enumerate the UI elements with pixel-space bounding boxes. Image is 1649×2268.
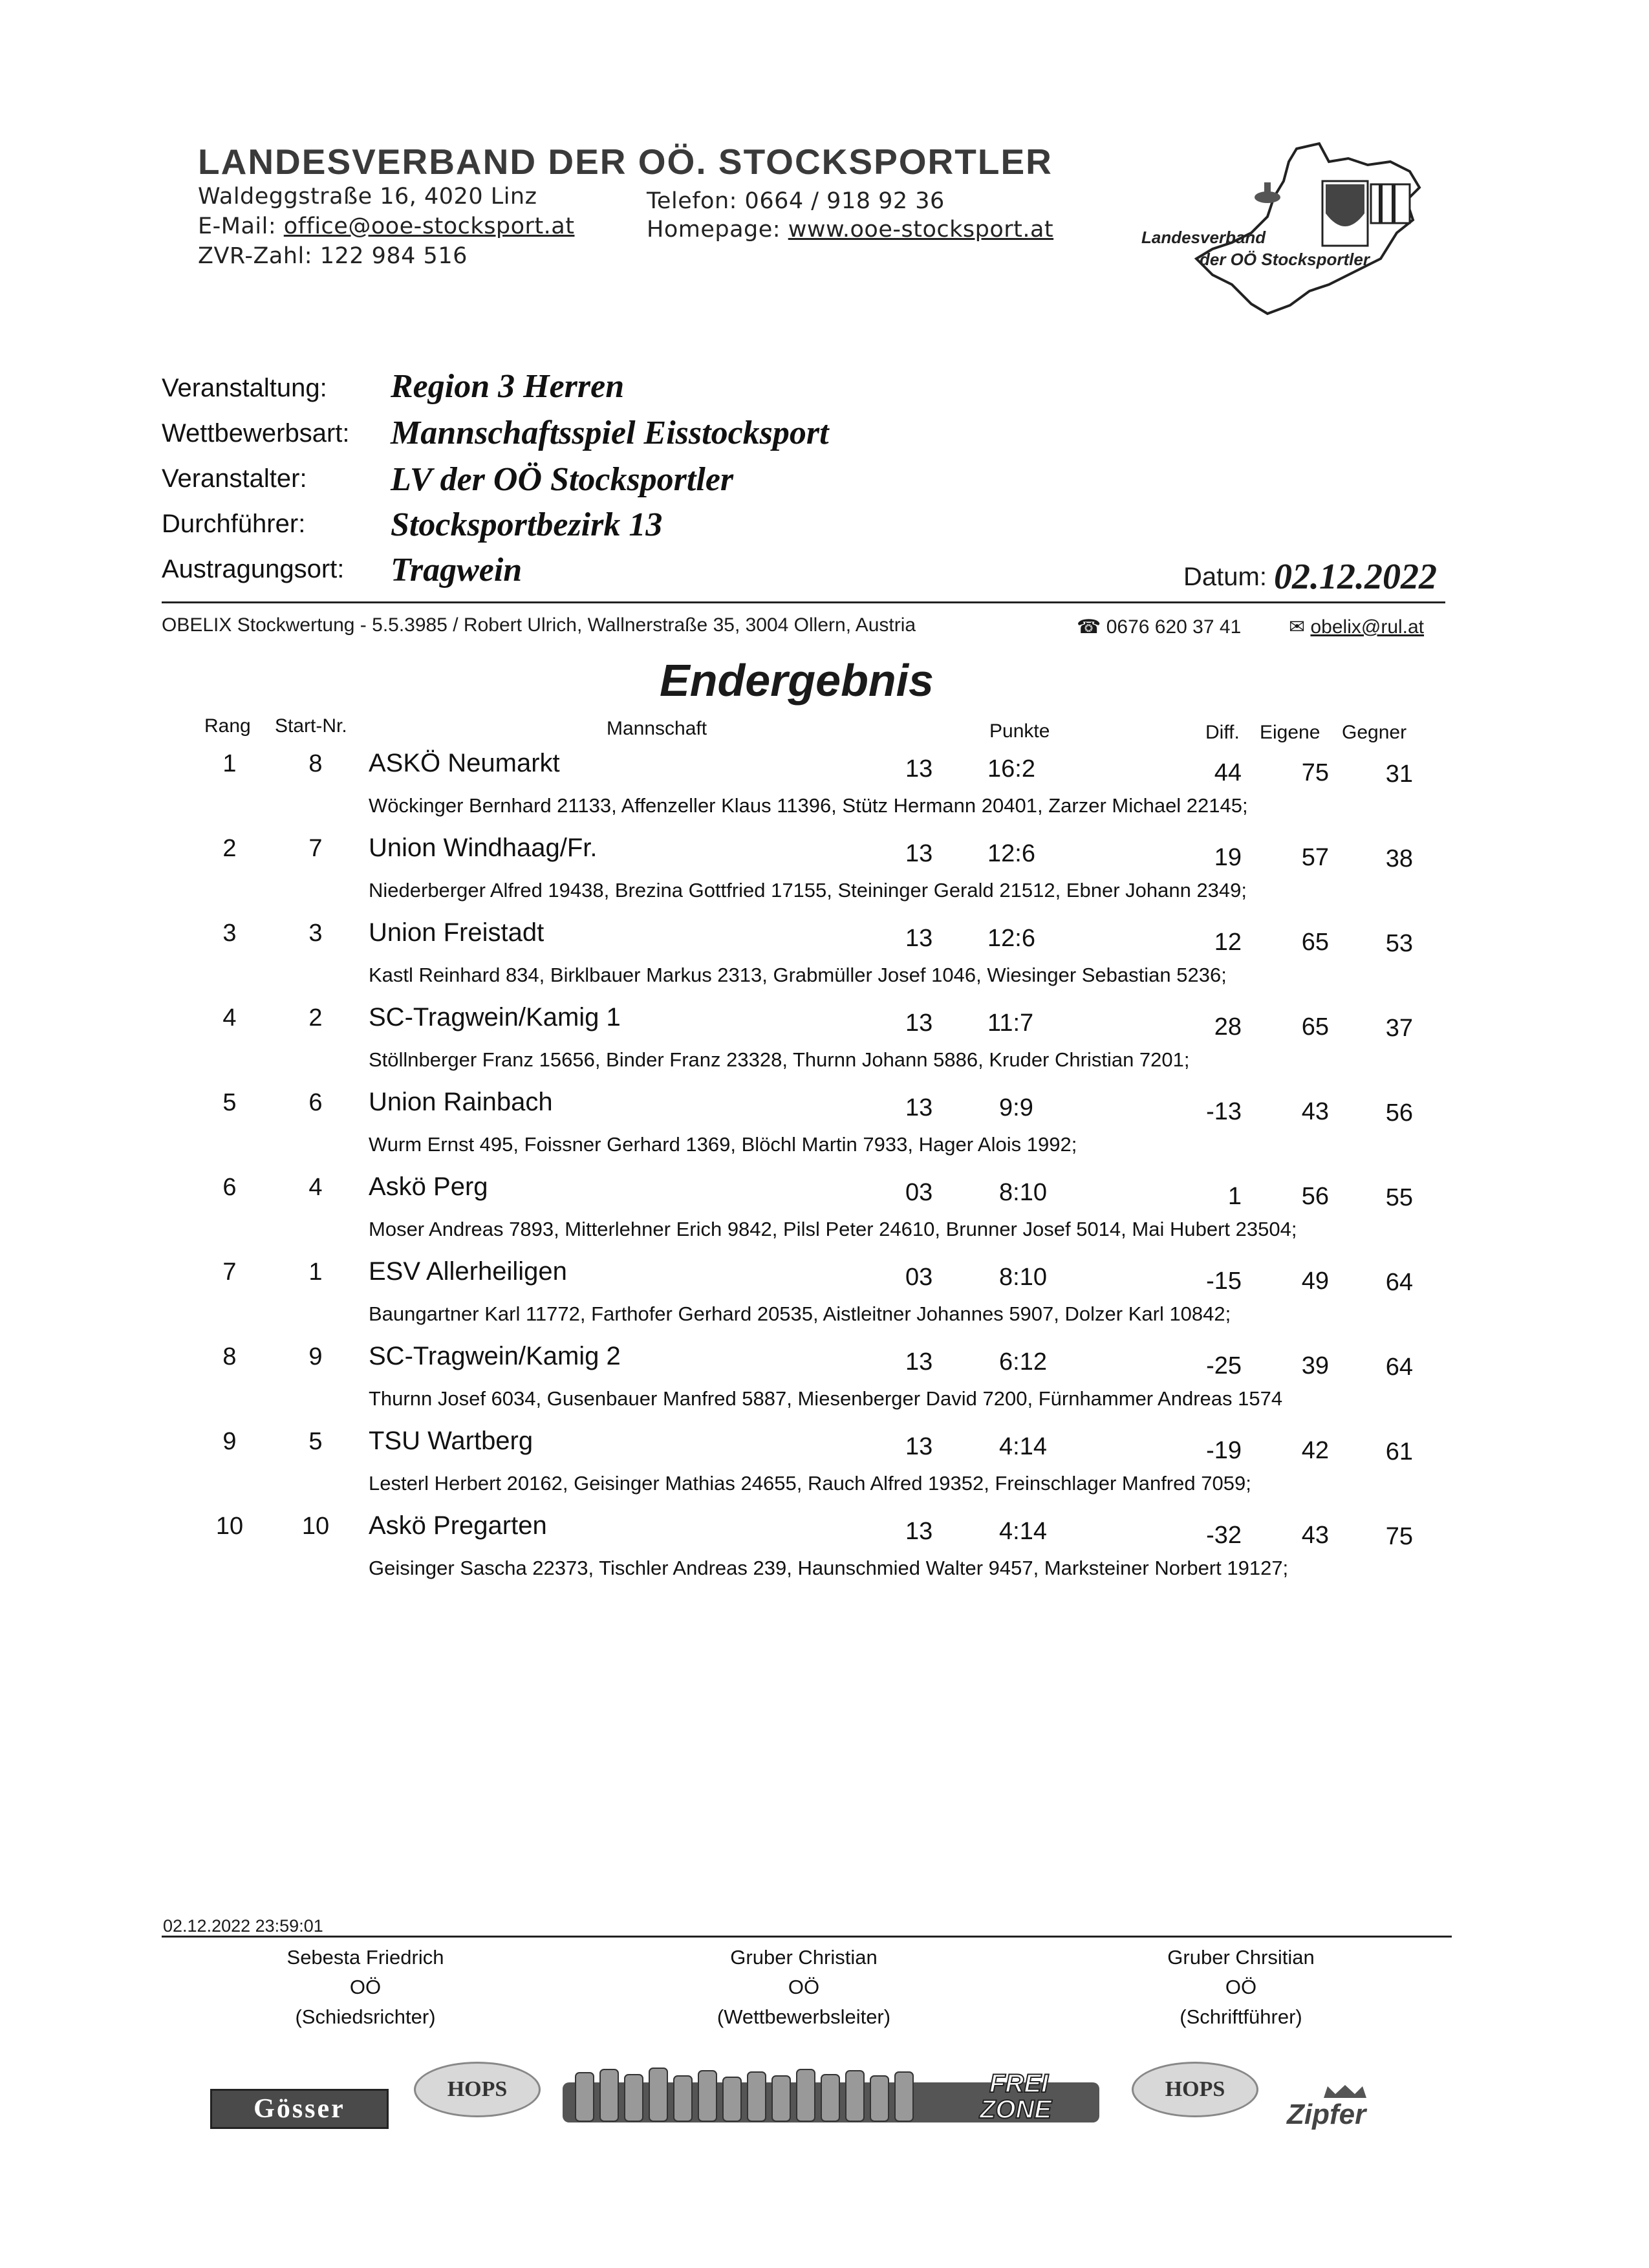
table-row: [0, 1172, 1649, 1257]
event-date: 02.12.2022: [1274, 557, 1437, 597]
header-rank: Rang: [204, 715, 251, 737]
row-points: 11:7: [987, 1010, 1034, 1037]
row-team: SC-Tragwein/Kamig 2: [369, 1342, 621, 1370]
row-team: ESV Allerheiligen: [369, 1257, 567, 1286]
results-title: Endergebnis: [660, 655, 934, 706]
row-points: 9:9: [999, 1094, 1033, 1121]
email-link[interactable]: office@ooe-stocksport.at: [283, 213, 575, 239]
row-start-nr: 7: [308, 835, 323, 862]
row-opponent: 37: [1385, 1015, 1413, 1042]
info-label-veranstaltung: Veranstaltung:: [162, 374, 327, 402]
logo-text-line1: Landesverband: [1141, 228, 1266, 247]
print-timestamp: 02.12.2022 23:59:01: [163, 1916, 323, 1936]
info-value-austragungsort: Tragwein: [391, 552, 523, 589]
software-phone-line: [1077, 616, 1241, 638]
row-opponent: 56: [1385, 1099, 1413, 1127]
row-own: 65: [1301, 929, 1329, 956]
row-code: 13: [905, 1518, 933, 1545]
sponsor-gosser-logo: Gösser: [210, 2089, 389, 2129]
signature-name: Gruber Chrsitian: [1167, 1946, 1315, 1969]
signature-name: Sebesta Friedrich: [286, 1946, 444, 1969]
signature-region: OÖ: [788, 1976, 820, 1998]
row-points: 6:12: [999, 1348, 1047, 1376]
row-own: 56: [1301, 1183, 1329, 1210]
freizone-text-1: FREI: [989, 2069, 1049, 2098]
info-label-austragungsort: Austragungsort:: [162, 555, 345, 583]
row-code: 13: [905, 1010, 933, 1037]
row-team: Askö Perg: [369, 1172, 488, 1201]
row-opponent: 31: [1385, 761, 1413, 788]
org-phone: Telefon: 0664 / 918 92 36: [647, 188, 945, 214]
row-code: 13: [905, 925, 933, 952]
row-start-nr: 5: [308, 1428, 323, 1455]
row-code: 13: [905, 755, 933, 783]
sponsor-hops-logo: HOPS: [414, 2062, 541, 2117]
software-credit: OBELIX Stockwertung - 5.5.3985 / Robert Ulrich, Wallnerstraße 35, 3004 Ollern, Austria: [162, 614, 916, 636]
row-start-nr: 10: [301, 1513, 330, 1540]
row-code: 03: [905, 1179, 933, 1206]
row-points: 8:10: [999, 1179, 1047, 1206]
info-value-veranstaltung: Region 3 Herren: [391, 368, 625, 405]
row-diff: 1: [1227, 1183, 1242, 1210]
row-opponent: 38: [1385, 845, 1413, 872]
row-rank: 1: [222, 750, 237, 777]
table-row: [0, 1342, 1649, 1426]
row-team: Askö Pregarten: [369, 1511, 547, 1540]
software-email-line: [1289, 616, 1424, 638]
header-points: Punkte: [989, 720, 1050, 742]
signature-region: OÖ: [1225, 1976, 1257, 1998]
homepage-label: Homepage:: [647, 217, 788, 243]
row-start-nr: 8: [308, 750, 323, 777]
row-team: TSU Wartberg: [369, 1427, 534, 1455]
row-rank: 3: [222, 920, 237, 947]
row-diff: 28: [1214, 1013, 1242, 1041]
row-diff: -32: [1206, 1522, 1242, 1549]
row-rank: 10: [215, 1513, 244, 1540]
row-own: 65: [1301, 1013, 1329, 1041]
row-code: 13: [905, 1433, 933, 1460]
row-rank: 2: [222, 835, 237, 862]
row-players: Wurm Ernst 495, Foissner Gerhard 1369, Blöchl Martin 7933, Hager Alois 1992;: [369, 1133, 1077, 1156]
row-points: 12:6: [987, 925, 1035, 952]
signature-role: (Wettbewerbsleiter): [717, 2005, 891, 2028]
table-row: [0, 1511, 1649, 1595]
row-rank: 7: [222, 1258, 237, 1286]
row-diff: 44: [1214, 759, 1242, 786]
row-players: Geisinger Sascha 22373, Tischler Andreas 239, Haunschmied Walter 9457, Marksteiner Norbert 19127;: [369, 1557, 1289, 1579]
telephone-icon: ☎: [1077, 616, 1101, 638]
header-diff: Diff.: [1205, 722, 1240, 743]
row-players: Thurnn Josef 6034, Gusenbauer Manfred 5887, Miesenberger David 7200, Fürnhammer Andreas 1574: [369, 1387, 1283, 1410]
row-players: Kastl Reinhard 834, Birklbauer Markus 2313, Grabmüller Josef 1046, Wiesinger Sebastian 5236;: [369, 964, 1227, 986]
org-homepage-line: [647, 217, 1053, 243]
row-own: 39: [1301, 1352, 1329, 1379]
row-opponent: 55: [1385, 1184, 1413, 1211]
info-value-wettbewerbsart: Mannschaftsspiel Eisstocksport: [391, 415, 829, 451]
row-start-nr: 4: [308, 1174, 323, 1201]
row-code: 03: [905, 1264, 933, 1291]
signature-secretary: [1073, 1943, 1409, 2032]
row-rank: 4: [222, 1004, 237, 1031]
envelope-icon: ✉: [1289, 616, 1306, 638]
signature-referee: [197, 1943, 534, 2032]
header-team: Mannschaft: [607, 718, 707, 739]
row-rank: 5: [222, 1089, 237, 1116]
row-code: 13: [905, 1094, 933, 1121]
row-own: 43: [1301, 1522, 1329, 1549]
row-points: 8:10: [999, 1264, 1047, 1291]
row-own: 43: [1301, 1098, 1329, 1125]
row-team: Union Windhaag/Fr.: [369, 834, 598, 862]
row-team: SC-Tragwein/Kamig 1: [369, 1003, 621, 1031]
row-opponent: 61: [1385, 1438, 1413, 1465]
row-players: Wöckinger Bernhard 21133, Affenzeller Klaus 11396, Stütz Hermann 20401, Zarzer Michael 22145;: [369, 794, 1248, 817]
row-points: 16:2: [987, 755, 1035, 783]
row-diff: 19: [1214, 844, 1242, 871]
row-code: 13: [905, 1348, 933, 1376]
row-code: 13: [905, 840, 933, 867]
row-team: Union Freistadt: [369, 918, 544, 947]
info-label-veranstalter: Veranstalter:: [162, 464, 307, 493]
row-opponent: 64: [1385, 1269, 1413, 1296]
row-points: 12:6: [987, 840, 1035, 867]
signature-role: (Schriftführer): [1180, 2005, 1302, 2028]
signature-role: (Schiedsrichter): [295, 2005, 436, 2028]
row-rank: 8: [222, 1343, 237, 1370]
row-diff: -25: [1206, 1352, 1242, 1379]
row-diff: -19: [1206, 1437, 1242, 1464]
signature-name: Gruber Christian: [730, 1946, 878, 1969]
row-points: 4:14: [999, 1518, 1047, 1545]
org-email-line: [198, 213, 574, 239]
header-start-nr: Start-Nr.: [275, 715, 347, 737]
row-team: Union Rainbach: [369, 1088, 553, 1116]
crown-icon: [1322, 2084, 1368, 2099]
sponsor-freizone-banner: [563, 2063, 1099, 2128]
sponsor-hops-logo-2: HOPS: [1132, 2062, 1258, 2117]
info-value-durchfuehrer: Stocksportbezirk 13: [391, 506, 663, 543]
row-rank: 6: [222, 1174, 237, 1201]
row-start-nr: 2: [308, 1004, 323, 1031]
row-opponent: 64: [1385, 1354, 1413, 1381]
row-own: 75: [1301, 759, 1329, 786]
row-diff: -15: [1206, 1268, 1242, 1295]
table-row: [0, 1427, 1649, 1511]
row-points: 4:14: [999, 1433, 1047, 1460]
association-logo: [1135, 136, 1426, 323]
header-divider: [162, 601, 1445, 603]
row-players: Lesterl Herbert 20162, Geisinger Mathias 24655, Rauch Alfred 19352, Freinschlager Manfred 7059;: [369, 1472, 1251, 1495]
footer-divider: [162, 1936, 1452, 1938]
organization-title: LANDESVERBAND DER OÖ. STOCKSPORTLER: [198, 142, 1053, 182]
row-start-nr: 9: [308, 1343, 323, 1370]
row-start-nr: 1: [308, 1258, 323, 1286]
date-label: Datum:: [1183, 563, 1267, 591]
row-team: ASKÖ Neumarkt: [369, 749, 560, 777]
software-phone: 0676 620 37 41: [1106, 616, 1242, 638]
info-value-veranstalter: LV der OÖ Stocksportler: [391, 461, 734, 498]
freizone-text-2: ZONE: [980, 2095, 1052, 2124]
sponsor-zipfer-logo: Zipfer: [1287, 2099, 1366, 2130]
row-own: 49: [1301, 1268, 1329, 1295]
org-zvr: ZVR-Zahl: 122 984 516: [198, 243, 468, 269]
email-label: E-Mail:: [198, 213, 284, 239]
row-own: 57: [1301, 844, 1329, 871]
row-opponent: 53: [1385, 930, 1413, 957]
row-players: Moser Andreas 7893, Mitterlehner Erich 9842, Pilsl Peter 24610, Brunner Josef 5014, Mai Hubert 23504;: [369, 1218, 1297, 1240]
info-label-durchfuehrer: Durchführer:: [162, 510, 306, 538]
signature-region: OÖ: [349, 1976, 382, 1998]
header-opponent: Gegner: [1342, 722, 1407, 743]
software-email[interactable]: obelix@rul.at: [1310, 616, 1425, 638]
org-address: Waldeggstraße 16, 4020 Linz: [198, 184, 537, 210]
row-rank: 9: [222, 1428, 237, 1455]
row-opponent: 75: [1385, 1523, 1413, 1550]
row-own: 42: [1301, 1437, 1329, 1464]
row-players: Baungartner Karl 11772, Farthofer Gerhard 20535, Aistleitner Johannes 5907, Dolzer Karl 10842;: [369, 1302, 1231, 1325]
logo-text-line2: der OÖ Stocksportler: [1200, 250, 1370, 269]
table-row: [0, 1088, 1649, 1172]
table-row: [0, 749, 1649, 833]
table-row: [0, 1003, 1649, 1087]
row-diff: -13: [1206, 1098, 1242, 1125]
info-label-wettbewerbsart: Wettbewerbsart:: [162, 419, 350, 448]
row-diff: 12: [1214, 929, 1242, 956]
table-row: [0, 1257, 1649, 1341]
row-players: Niederberger Alfred 19438, Brezina Gottfried 17155, Steininger Gerald 21512, Ebner Johann 2349;: [369, 879, 1247, 902]
row-start-nr: 6: [308, 1089, 323, 1116]
table-row: [0, 834, 1649, 918]
homepage-link[interactable]: www.ooe-stocksport.at: [788, 217, 1054, 243]
row-players: Stöllnberger Franz 15656, Binder Franz 23328, Thurnn Johann 5886, Kruder Christian 7201;: [369, 1048, 1190, 1071]
signature-competition-manager: [636, 1943, 972, 2032]
table-row: [0, 918, 1649, 1002]
row-start-nr: 3: [308, 920, 323, 947]
header-own: Eigene: [1260, 722, 1320, 743]
